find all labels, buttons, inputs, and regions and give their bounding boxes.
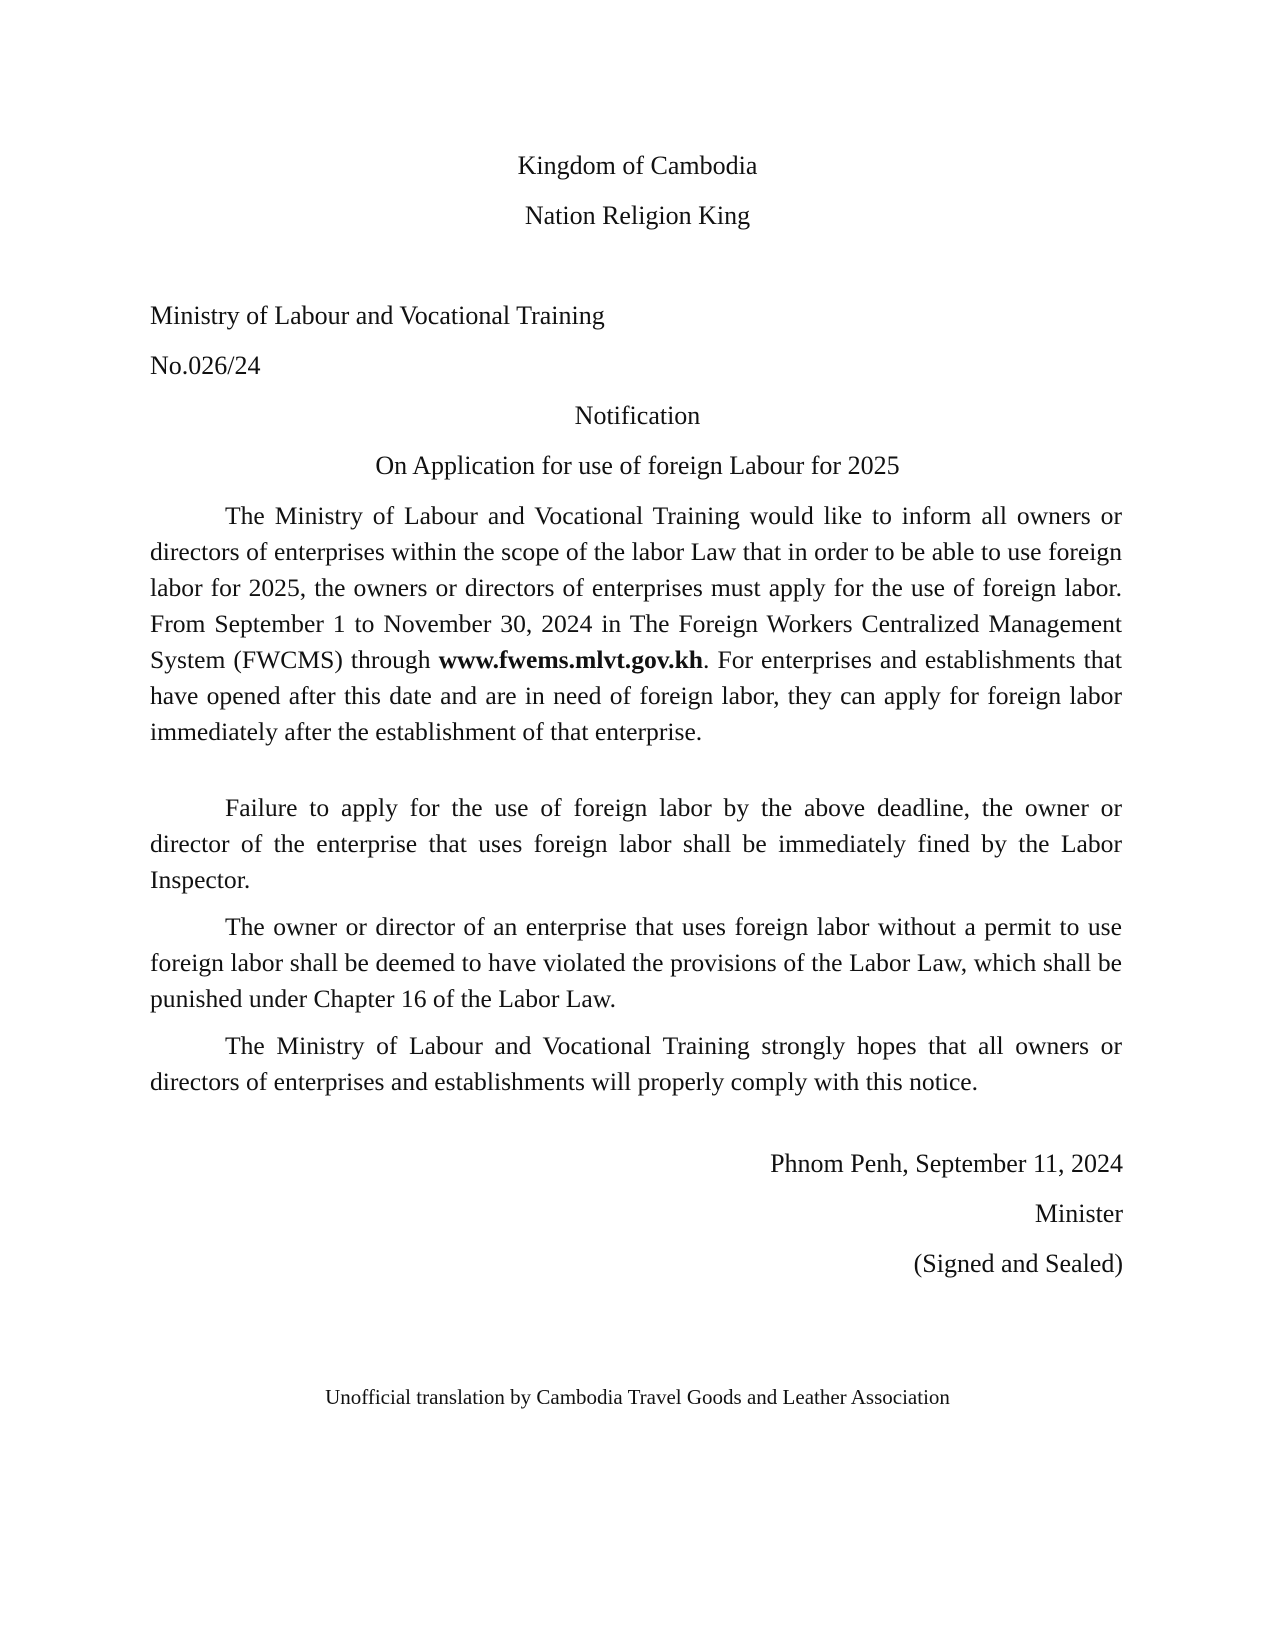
signatory-title: Minister [1034,1199,1123,1228]
paragraph-4: The Ministry of Labour and Vocational Training strongly hopes that all owners or directors of enterprises and establishments will properly comply with this notice. [150,1031,1122,1096]
national-motto: Nation Religion King [524,201,751,230]
paragraph-1 [150,498,1122,750]
fwcms-website-link: www.fwems.mlvt.gov.kh [438,645,704,674]
document-title: Notification [574,401,701,430]
document-number: No.026/24 [150,351,261,380]
signed-sealed-note: (Signed and Sealed) [913,1249,1123,1278]
place-and-date: Phnom Penh, September 11, 2024 [770,1149,1123,1178]
ministry-name: Ministry of Labour and Vocational Training [150,301,605,330]
paragraph-1-text-continued: . For enterprises and establishments that have opened after this date and are in need of foreign labor, they can apply for foreign labor immediately after the establishment of that enterprise. [150,645,1122,746]
paragraph-1-text: The Ministry of Labour and Vocational Training would like to inform all owners or directors of enterprises within the scope of the labor Law that in order to be able to use foreign labor for 2025, the owners or directors of enterprises must apply for the use of foreign labor. From September 1 to November 30, 2024 in The Foreign Workers Centralized Management System (FWCMS) through [150,501,1122,674]
document-subject: On Application for use of foreign Labour for 2025 [375,451,900,480]
paragraph-3: The owner or director of an enterprise that uses foreign labor without a permit to use foreign labor shall be deemed to have violated the provisions of the Labor Law, which shall be punished under Chapter 16 of the Labor Law. [150,912,1122,1013]
translation-footer: Unofficial translation by Cambodia Travel Goods and Leather Association [325,1385,950,1409]
paragraph-2: Failure to apply for the use of foreign labor by the above deadline, the owner or director of the enterprise that uses foreign labor shall be immediately fined by the Labor Inspector. [150,793,1122,894]
country-heading: Kingdom of Cambodia [517,151,758,180]
